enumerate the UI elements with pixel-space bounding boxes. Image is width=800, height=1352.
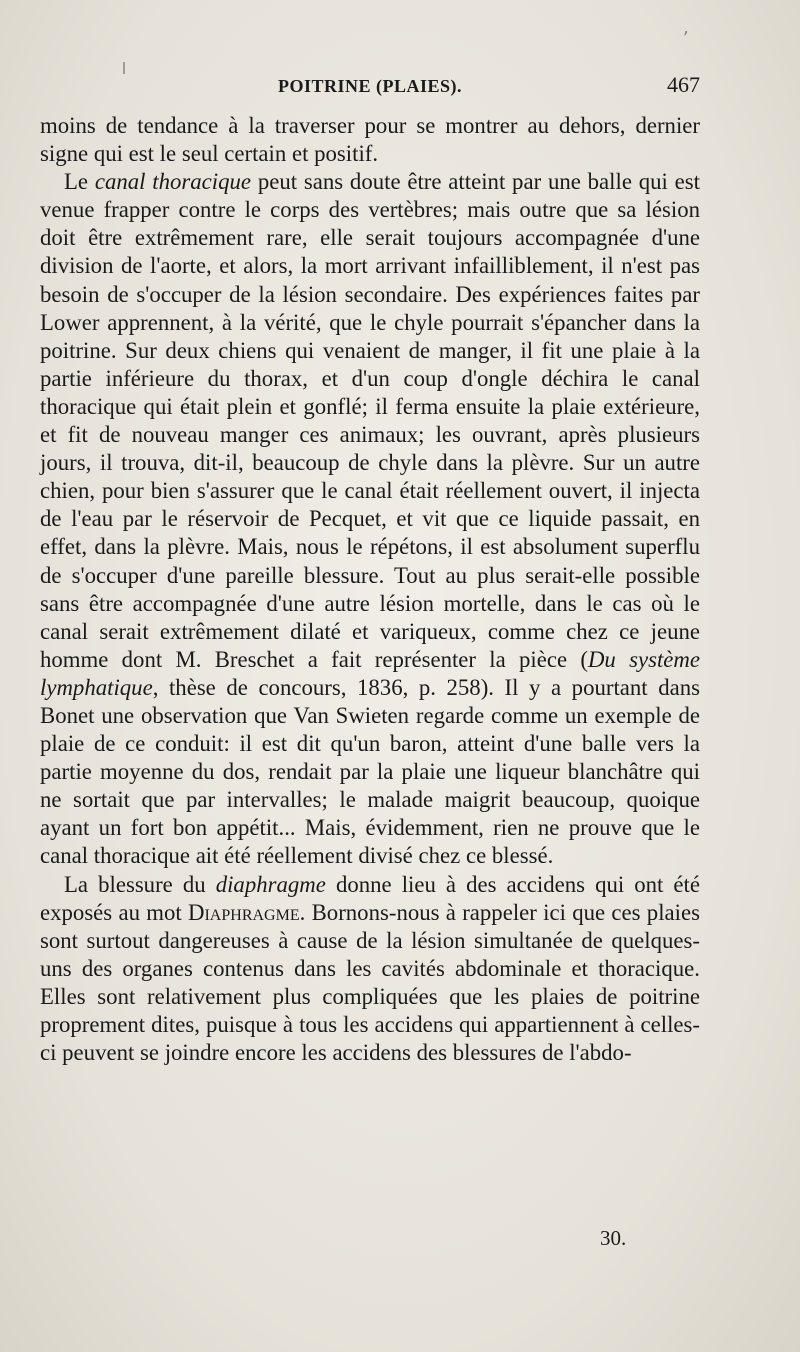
paragraph [40, 168, 700, 870]
signature-mark: 30. [600, 1226, 627, 1250]
text-run: peut sans doute être atteint par une balle qui est venue frapper contre le corps des vertèbres; mais outre que sa lésion doit être extrêmement rare, elle serait toujours accompagnée d'une division de l'aorte, et alors, la mort arrivant infailliblement, il n'est pas besoin de s'occuper de la lésion secondaire. Des expériences faites par Lower apprennent, à la vérité, que le chyle pourrait s'épancher dans la poitrine. Sur deux chiens qui venaient de manger, il fit une plaie à la partie inférieure du thorax, et d'un coup d'ongle déchira le canal thoracique qui était plein et gonflé; il ferma ensuite la plaie extérieure, et fit de nouveau manger ces animaux; les ouvrant, après plusieurs jours, il trouva, dit-il, beaucoup de chyle dans la plèvre. Sur un autre chien, pour bien s'assurer que le canal était réellement ouvert, il injecta de l'eau par le réservoir de Pecquet, et vit que ce liquide passait, en effet, dans la plèvre. Mais, nous le répétons, il est absolument superflu de s'occuper d'une pareille blessure. Tout au plus serait-elle possible sans être accompagnée d'une autre lésion mortelle, dans le cas où le canal serait extrêmement dilaté et variqueux, comme chez ce jeune homme dont M. Breschet a fait représenter la pièce ( [40, 169, 700, 672]
text-run: . Bornons-nous à rappeler ici que ces plaies sont surtout dangereuses à cause de la lésion simultanée de quelques-uns des organes contenus dans les cavités abdominale et thoracique. Elles sont relativement plus compliquées que les plaies de poitrine proprement dites, puisque à tous les accidens qui appartiennent à celles-ci peuvent se joindre encore les accidens des blessures de l'abdo- [40, 899, 700, 1066]
body-text [40, 112, 700, 1067]
text-run: , thèse de concours, 1836, p. 258). Il y a pourtant dans Bonet une observation que Van Swieten regarde comme un exemple de plaie de ce conduit: il est dit qu'un baron, atteint d'une balle vers la partie moyenne du dos, rendait par la plaie une liqueur blanchâtre qui ne sortait que par intervalles; le malade maigrit beaucoup, quoique ayant un fort bon appétit... Mais, évidemment, rien ne prouve que le canal thoracique ait été réellement divisé chez ce blessé. [40, 674, 700, 869]
running-head: POITRINE (PLAIES). [277, 76, 463, 96]
page-number: 467 [667, 72, 700, 97]
corner-mark: ʼ [682, 28, 688, 49]
text-run: donne lieu à des accidens qui ont été exposés au mot [40, 871, 701, 925]
page-header [40, 72, 700, 108]
smallcaps-term: Diaphragme [188, 899, 300, 925]
italic-term: diaphragme [215, 871, 326, 897]
text-run: La blessure du [64, 871, 216, 897]
italic-term: Du système lymphatique [40, 646, 700, 700]
paragraph [40, 871, 700, 1068]
gutter-mark [123, 62, 125, 74]
italic-term: canal thoracique [94, 169, 252, 195]
text-run: moins de tendance à la traverser pour se montrer au dehors, dernier signe qui est le seul certain et positif. [40, 113, 700, 167]
text-run: Le [64, 169, 95, 195]
paragraph [40, 112, 700, 168]
